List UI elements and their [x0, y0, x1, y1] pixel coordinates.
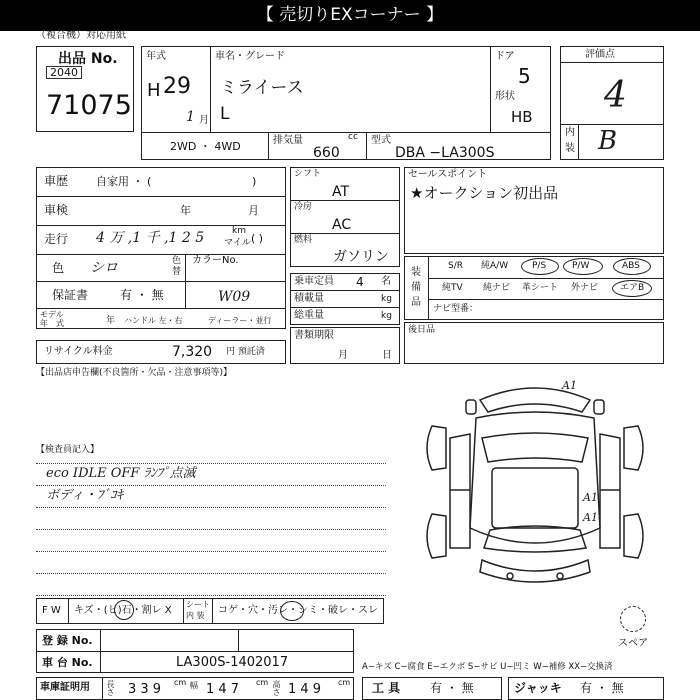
- displacement-label: 排気量: [273, 135, 303, 146]
- history-label: 車歴: [44, 174, 69, 188]
- jack-label: ジャッキ: [514, 681, 562, 695]
- inspector-note-2: ボディ・ﾌﾞｺｷ: [46, 488, 123, 503]
- mileage-unit-km: km: [232, 226, 246, 236]
- inspection-month: 月: [248, 204, 259, 217]
- model-year-handle: ハンドル 左・右: [124, 316, 183, 325]
- lot-number: 71075: [46, 90, 132, 121]
- score-value: 4: [604, 75, 627, 116]
- equip-abs: ABS: [622, 261, 640, 271]
- color-value: シロ: [90, 260, 118, 276]
- displacement-unit: cc: [348, 132, 358, 142]
- year-label: 年式: [146, 51, 166, 62]
- cert-cm-3: cm: [338, 678, 351, 687]
- damage-mark-1: A1: [562, 379, 577, 392]
- capacity-label: 乗車定員: [294, 276, 334, 287]
- cert-hei-value: 1 4 9: [288, 682, 322, 697]
- fw-stone-circle: [114, 600, 134, 620]
- color-no-label: カラーNo.: [192, 255, 239, 266]
- shift-label: シフト: [294, 169, 322, 179]
- mileage-unit-mile: マイル: [224, 238, 251, 248]
- load-unit: kg: [381, 294, 392, 304]
- interior-label-2: 装: [565, 143, 575, 154]
- seat-options: コゲ・穴・汚レ・シミ・破レ・スレ: [218, 605, 378, 616]
- lot-label: 出品 No.: [58, 51, 118, 67]
- model-year-dealer: ディーラー・並行: [208, 316, 272, 325]
- year-value: 29: [163, 74, 191, 99]
- equip-sr: S/R: [448, 261, 463, 271]
- equip-tv: 純TV: [442, 283, 463, 293]
- header-title: 【 売切りEXコーナー 】: [256, 5, 444, 25]
- interior-label-1: 内: [565, 127, 575, 138]
- fw-label: F W: [42, 605, 61, 616]
- declaration-label: 【出品店申告欄(不良箇所・欠品・注意事項等)】: [36, 368, 233, 378]
- color-label: 色: [52, 261, 65, 275]
- color-change-a: 色: [172, 256, 182, 266]
- inspector-note-1: eco IDLE OFF ﾗﾝﾌﾟ点滅: [46, 466, 196, 481]
- recycle-unit: 円 預託済: [226, 347, 265, 357]
- cert-cm-2: cm: [256, 678, 269, 687]
- equip-outer-navi: 外ナビ: [571, 283, 599, 293]
- seat-label-b: 内 装: [186, 611, 205, 620]
- registration-label: 登 録 No.: [42, 634, 93, 647]
- inspector-label: 【検査員記入】: [36, 445, 100, 455]
- drive-label: 2WD ・ 4WD: [170, 140, 241, 153]
- interior-value: B: [598, 126, 618, 156]
- weight-label: 総重量: [294, 310, 324, 321]
- spare-tire-icon: [620, 606, 646, 632]
- equipment-label-3: 品: [411, 297, 421, 308]
- seat-stain-circle: [280, 601, 304, 621]
- equipment-label-1: 装: [411, 267, 421, 278]
- fuel-value: ガソリン: [333, 249, 389, 265]
- damage-legend: A−キズ C−腐食 E−エクボ S−サビ U−凹ミ W−補修 XX−交換済: [362, 662, 613, 672]
- car-label: 車名・グレード: [215, 51, 285, 62]
- tool-value: 有 ・ 無: [430, 681, 474, 695]
- ac-label: 冷房: [294, 202, 313, 212]
- year-era: H: [147, 80, 161, 101]
- sales-value: ★オークション初出品: [410, 184, 559, 202]
- color-change-b: 替: [172, 267, 182, 277]
- history-options: 自家用 ・ (: [96, 175, 152, 188]
- recycle-label: リサイクル料金: [44, 346, 113, 357]
- document-label: 書類期限: [294, 330, 334, 341]
- chassis-label: 車 台 No.: [42, 656, 93, 669]
- model-year-year: 年: [106, 316, 116, 326]
- damage-mark-2: A1: [583, 491, 598, 504]
- door-label: ドア: [495, 51, 515, 62]
- equip-airbag: エアB: [620, 283, 645, 293]
- fuel-label: 燃料: [294, 235, 313, 245]
- equipment-label-2: 備: [411, 282, 421, 293]
- weight-unit: kg: [381, 311, 392, 321]
- later-label: 後日品: [408, 325, 436, 335]
- history-close: ): [252, 175, 257, 188]
- car-name: ミライース: [220, 78, 304, 98]
- shape-value: HB: [511, 108, 533, 126]
- mileage-paren: ( ): [251, 232, 264, 245]
- shape-label: 形状: [495, 91, 515, 102]
- model-year-label-b: 年 式: [40, 319, 64, 328]
- fw-options: キズ・(ヒ)石・割レ X: [74, 605, 172, 616]
- displacement-value: 660: [313, 145, 340, 161]
- cert-wid-label: 幅: [190, 681, 198, 690]
- navi-model: ナビ型番：: [433, 304, 479, 314]
- equip-leather: 革シート: [522, 283, 559, 293]
- equip-navi: 純ナビ: [483, 283, 511, 293]
- month-unit: 月: [199, 115, 209, 126]
- shift-value: AT: [332, 184, 350, 200]
- car-grade: L: [220, 104, 230, 124]
- chassis-value: LA300S-1402017: [176, 655, 289, 670]
- model-year-label-a: モデル: [40, 310, 64, 319]
- model-value: DBA −LA300S: [395, 145, 495, 161]
- equip-ps: P/S: [532, 261, 547, 271]
- model-label: 型式: [371, 135, 391, 146]
- load-label: 積載量: [294, 293, 324, 304]
- warranty-label: 保証書: [52, 288, 89, 302]
- cert-hei-label: 高さ: [272, 680, 281, 696]
- cert-len-value: 3 3 9: [128, 682, 162, 697]
- ac-value: AC: [332, 217, 352, 233]
- document-day: 日: [382, 350, 392, 361]
- mileage-label: 走行: [44, 232, 69, 246]
- car-damage-diagram: [410, 378, 660, 598]
- door-value: 5: [518, 64, 531, 88]
- recycle-value: 7,320: [172, 344, 213, 360]
- tool-label: 工 具: [372, 681, 401, 695]
- later-box: [404, 322, 664, 364]
- sales-box: [404, 167, 664, 254]
- equip-aw: 純A/W: [481, 261, 509, 271]
- seat-label-a: シート: [186, 600, 210, 609]
- damage-mark-3: A1: [583, 511, 598, 524]
- equip-pw: P/W: [572, 261, 590, 271]
- cert-wid-value: 1 4 7: [206, 682, 240, 697]
- cert-cm-1: cm: [174, 678, 187, 687]
- sales-label: セールスポイント: [408, 169, 488, 180]
- color-no-value: W09: [218, 289, 251, 305]
- inspection-year: 年: [180, 204, 191, 217]
- document-month: 月: [338, 350, 348, 361]
- cert-label: 車庫証明用: [40, 682, 90, 693]
- inspection-label: 車検: [44, 203, 69, 217]
- mileage-value: 4 万 ,1 千 ,1 2 5: [96, 230, 205, 246]
- score-label: 評価点: [585, 49, 615, 60]
- capacity-value: 4: [356, 275, 364, 289]
- year-month: 1: [186, 109, 195, 125]
- jack-value: 有 ・ 無: [580, 681, 624, 695]
- spare-label: スペア: [618, 638, 648, 649]
- cert-len-label: 長さ: [106, 680, 115, 696]
- top-note: （複合機）対応用紙: [36, 30, 126, 41]
- warranty-value: 有 ・ 無: [120, 288, 164, 302]
- capacity-unit: 名: [381, 276, 391, 287]
- lot-sub: 2040: [46, 66, 82, 79]
